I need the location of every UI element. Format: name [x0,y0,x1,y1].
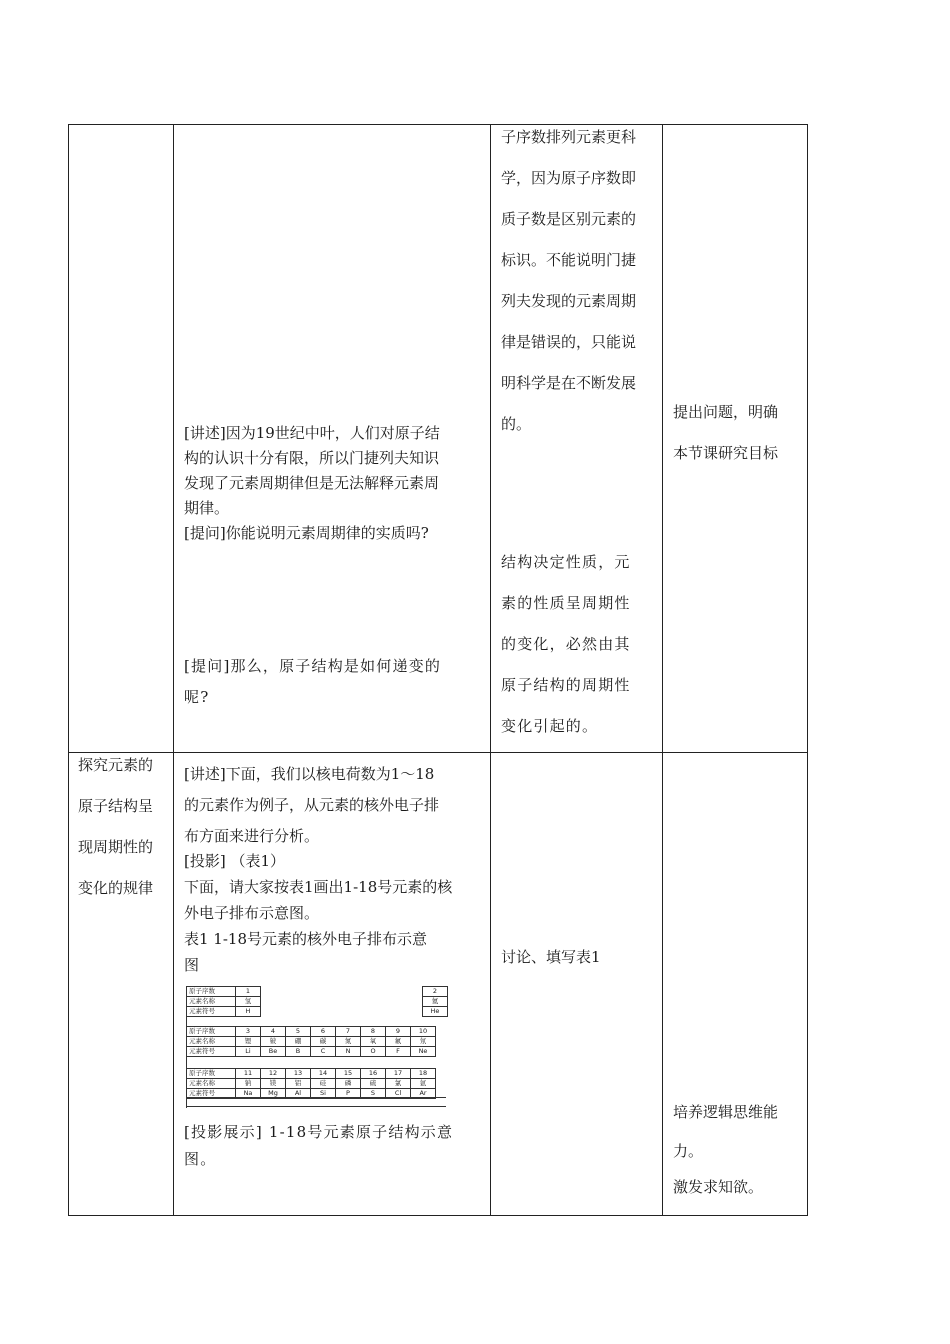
atomic-number: 18 [411,1069,436,1079]
element-symbol: O [361,1047,386,1057]
atomic-number: 3 [236,1027,261,1037]
text-line: 明科学是在不断发展 [501,374,637,392]
element-symbol: Na [236,1089,261,1099]
element-symbol: He [423,1007,448,1017]
text-line: 期律。 [184,499,230,517]
element-name: 铍 [261,1037,286,1047]
stage-title [78,745,173,909]
teacher-narration [184,759,489,852]
element-symbol: Be [261,1047,286,1057]
text-line: 学，因为原子序数即 [501,169,637,187]
text-line: 本节课研究目标 [673,444,779,462]
text-line: [讲述]下面，我们以核电荷数为1～18 [184,765,435,783]
text-line: 子序数排列元素更科 [501,128,637,146]
element-name: 碳 [311,1037,336,1047]
text-line: 标识。不能说明门捷 [501,251,637,269]
text-line: 变化引起的。 [501,717,599,735]
text-line: 构的认识十分有限，所以门捷列夫知识 [184,449,440,467]
atomic-number: 4 [261,1027,286,1037]
text-line: [投影] （表1） [184,852,286,870]
atomic-number: 12 [261,1069,286,1079]
atomic-number: 5 [286,1027,311,1037]
student-activity-cell [491,125,663,753]
element-name: 氦 [423,997,448,1007]
text-line: 培养逻辑思维能 [673,1103,779,1121]
element-symbol: S [361,1089,386,1099]
teacher-narration [184,421,484,546]
atomic-number: 15 [336,1069,361,1079]
text-line: 呢? [184,688,210,706]
element-name: 氮 [336,1037,361,1047]
atomic-number: 6 [311,1027,336,1037]
element-symbol: Si [311,1089,336,1099]
text-line: 变化的规律 [78,879,154,897]
element-symbol: C [311,1047,336,1057]
atomic-number: 10 [411,1027,436,1037]
element-name: 钠 [236,1079,261,1089]
element-name: 氟 [386,1037,411,1047]
element-name: 硅 [311,1079,336,1089]
text-line: 原子结构的周期性 [501,676,631,694]
text-line: 发现了元素周期律但是无法解释元素周 [184,474,440,492]
text-line: 现周期性的 [78,838,154,856]
element-name: 氧 [361,1037,386,1047]
period-3 [186,1068,436,1099]
element-name: 镁 [261,1079,286,1089]
header-cell: 元素符号 [187,1007,236,1017]
text-line: 质子数是区别元素的 [501,210,637,228]
element-symbol: B [286,1047,311,1057]
element-name: 锂 [236,1037,261,1047]
element-name: 氖 [411,1037,436,1047]
design-intent-cell [663,753,808,1216]
text-line: [讲述]因为19世纪中叶，人们对原子结 [184,424,440,442]
header-cell: 元素名称 [187,1079,236,1089]
lesson-plan-table [68,124,808,1216]
teacher-activity-cell [174,753,491,1216]
header-cell: 元素符号 [187,1047,236,1057]
atomic-number: 17 [386,1069,411,1079]
text-line: 的。 [501,415,532,433]
element-symbol: Ne [411,1047,436,1057]
text-line: [提问]你能说明元素周期律的实质吗? [184,524,429,542]
periodic-table-figure [186,986,448,1110]
atomic-number: 1 [236,987,261,997]
text-line: 素的性质呈周期性 [501,594,631,612]
text-line: 下面，请大家按表1画出1-18号元素的核 [184,878,453,896]
atomic-number: 9 [386,1027,411,1037]
header-cell: 元素名称 [187,997,236,1007]
text-line: 外电子排布示意图。 [184,904,320,922]
student-task: 讨论、填写表1 [501,948,601,966]
student-activity-cell [491,753,663,1216]
element-symbol: H [236,1007,261,1017]
text-line: 结构决定性质，元 [501,553,631,571]
element-symbol: Li [236,1047,261,1057]
student-answer [501,117,661,445]
teacher-question [184,651,489,713]
design-intent [673,392,803,474]
element-name: 硼 [286,1037,311,1047]
element-symbol: Al [286,1089,311,1099]
text-line: 提出问题，明确 [673,403,779,421]
table-row [69,125,808,753]
text-line: 图 [184,956,200,974]
period-1-left [186,986,261,1017]
element-name: 氢 [236,997,261,1007]
student-answer-2 [501,542,661,747]
text-line: 的变化，必然由其 [501,635,631,653]
header-cell: 元素符号 [187,1089,236,1099]
teacher-activity-cell [174,125,491,753]
atomic-number: 11 [236,1069,261,1079]
text-line: 力。 [673,1142,704,1160]
element-symbol: Cl [386,1089,411,1099]
atomic-number: 14 [311,1069,336,1079]
atomic-number: 2 [423,987,448,997]
element-name: 氩 [411,1079,436,1089]
text-line: 的元素作为例子，从元素的核外电子排 [184,796,440,814]
period-1-right [422,986,448,1017]
text-line: 列夫发现的元素周期 [501,292,637,310]
teacher-projection [184,848,489,978]
stage-cell [69,753,174,1216]
header-cell: 原子序数 [187,987,236,997]
text-line: 图。 [184,1150,217,1168]
atomic-number: 16 [361,1069,386,1079]
element-symbol: F [386,1047,411,1057]
element-name: 铝 [286,1079,311,1089]
text-line: 激发求知欲。 [673,1178,764,1196]
atomic-number: 7 [336,1027,361,1037]
atomic-number: 13 [286,1069,311,1079]
text-line: [投影展示] 1-18号元素原子结构示意 [184,1123,454,1141]
stage-cell [69,125,174,753]
element-symbol: P [336,1089,361,1099]
text-line: 布方面来进行分析。 [184,827,320,845]
text-line: 表1 1-18号元素的核外电子排布示意 [184,930,428,948]
header-cell: 原子序数 [187,1027,236,1037]
text-line: 律是错误的，只能说 [501,333,637,351]
element-symbol: N [336,1047,361,1057]
design-intent [673,1093,803,1203]
element-symbol: Ar [411,1089,436,1099]
design-intent-cell [663,125,808,753]
header-cell: 原子序数 [187,1069,236,1079]
element-symbol: Mg [261,1089,286,1099]
element-name: 硫 [361,1079,386,1089]
text-line: 探究元素的 [78,756,154,774]
text-line: 原子结构呈 [78,797,154,815]
header-cell: 元素名称 [187,1037,236,1047]
atomic-number: 8 [361,1027,386,1037]
teacher-projection-display [184,1119,489,1173]
period-2 [186,1026,436,1057]
text-line: [提问]那么，原子结构是如何递变的 [184,657,442,675]
element-name: 磷 [336,1079,361,1089]
table-row [69,753,808,1216]
element-name: 氯 [386,1079,411,1089]
